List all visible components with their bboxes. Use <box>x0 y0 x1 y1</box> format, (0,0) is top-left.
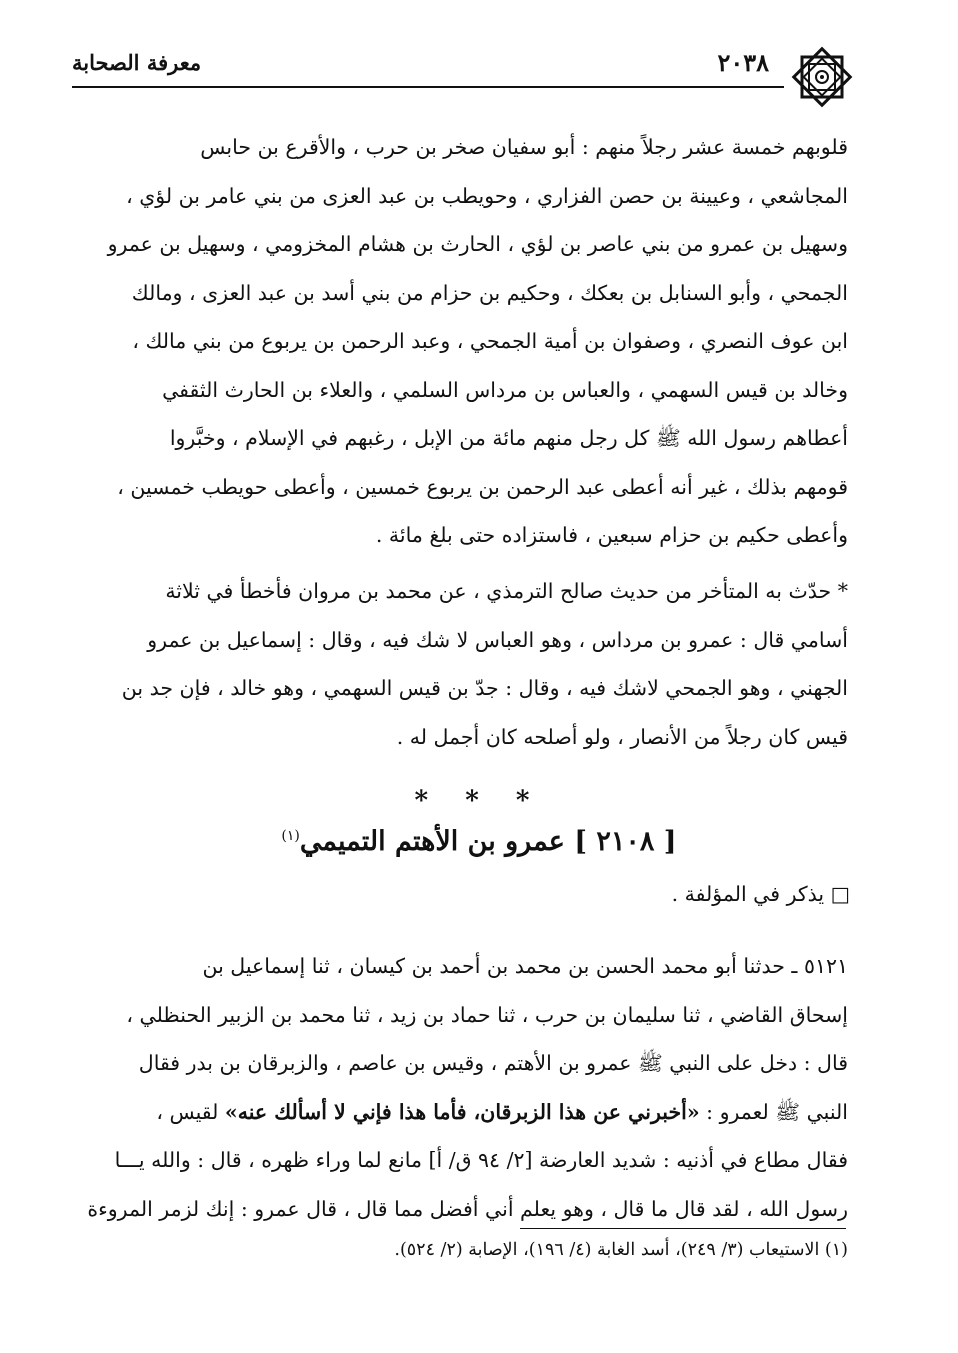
text-line: المجاشعي ، وعيينة بن حصن الفزاري ، وحويطب بن عبد العزى من بني عامر بن لؤي ، <box>126 183 848 208</box>
footnote: (١) الاستيعاب (٣/ ٢٤٩)، أسد الغابة (٤/ ١٩٦)، الإصابة (٢/ ٥٢٤). <box>394 1240 848 1260</box>
text-line: ابن عوف النصري ، وصفوان بن أمية الجمحي ، وعبد الرحمن بن يربوع من بني مالك ، <box>132 329 848 353</box>
text-line: رسول الله ، لقد قال ما قال ، وهو يعلم أني أفضل مما قال ، قال عمرو : إنك لزمر المروءة <box>87 1196 848 1221</box>
page-number: ٢٠٣٨ <box>717 48 769 77</box>
text-line: قلوبهم خمسة عشر رجلاً منهم : أبو سفيان صخر بن حرب ، والأقرع بن حابس <box>200 135 848 159</box>
page-header <box>72 46 847 84</box>
octagram-ornament-icon <box>789 44 855 110</box>
text-line: فقال مطاع في أذنيه : شديد العارضة [٢/ ٩٤ ق/ أ] مانع لما وراء ظهره ، قال : والله يـــا <box>114 1148 848 1172</box>
text-line: الجهني ، وهو الجمحي لاشك فيه ، وقال : جدّ بن قيس السهمي ، وهو خالد ، فإن جد بن <box>121 676 848 700</box>
entry-title: [ ٢١٠٨ ] عمرو بن الأهتم التميمي <box>299 826 677 857</box>
text-line: وأعطى حكيم بن حزام سبعين ، فاستزاده حتى بلغ مائة . <box>375 523 848 547</box>
footnote-marker: (١) <box>281 828 300 844</box>
text-segment: النبي ﷺ لعمرو : <box>699 1099 848 1124</box>
text-line: وسهيل بن عمرو من بني عاصر بن لؤي ، الحارث بن هشام المخزومي ، وسهيل بن عمرو <box>107 232 848 256</box>
text-line: ٥١٢١ ـ حدثنا أبو محمد الحسن بن محمد بن أحمد بن كيسان ، ثنا إسماعيل بن <box>202 954 848 978</box>
text-line-with-quote <box>78 1088 848 1137</box>
text-line: قومهم بذلك ، غير أنه أعطى عبد الرحمن بن يربوع خمسين ، وأعطى حويطب خمسين ، <box>117 474 848 499</box>
footnote-rule <box>520 1228 846 1229</box>
text-line: إسحاق القاضي ، ثنا سليمان بن حرب ، ثنا حماد بن زيد ، ثنا محمد بن الزبير الحنظلي ، <box>126 1002 848 1027</box>
paragraph-2 <box>78 567 848 761</box>
entry-heading <box>0 826 958 857</box>
text-line: الجمحي ، وأبو السنابل بن بعكك ، وحكيم بن حزام من بني أسد بن عبد العزى ، ومالك <box>131 280 848 305</box>
text-line: * حدّث به المتأخر من حديث صالح الترمذي ، عن محمد بن مروان فأخطأ في ثلاثة <box>165 579 848 603</box>
running-title: معرفة الصحابة <box>72 50 202 75</box>
text-line: أسامي قال : عمرو بن مرداس ، وهو العباس لا شك فيه ، وقال : إسماعيل بن عمرو <box>147 627 848 652</box>
paragraph-1 <box>78 123 848 560</box>
text-line: أعطاهم رسول الله ﷺ كل رجل منهم مائة من الإبل ، رغبهم في الإسلام ، وخبَّروا <box>169 426 848 450</box>
text-line: قال : دخل على النبي ﷺ عمرو بن الأهتم ، وقيس بن عاصم ، والزبرقان بن بدر فقال <box>138 1051 848 1075</box>
paragraph-hadith <box>78 942 848 1233</box>
prophetic-quote: «أخبرني عن هذا الزبرقان، فأما هذا فإني لا أسألك عنه» <box>224 1099 700 1124</box>
entry-note: □ يذكر في المؤلفة . <box>671 882 850 906</box>
text-segment: لقيس ، <box>156 1099 225 1124</box>
header-rule <box>72 86 784 88</box>
text-line: وخالد بن قيس السهمي ، والعباس بن مرداس السلمي ، والعلاء بن الحارث الثقفي <box>162 377 848 402</box>
section-separator: * * * <box>414 786 544 816</box>
text-line: قيس كان رجلاً من الأنصار ، ولو أصلحه كان أجمل له . <box>396 724 848 749</box>
